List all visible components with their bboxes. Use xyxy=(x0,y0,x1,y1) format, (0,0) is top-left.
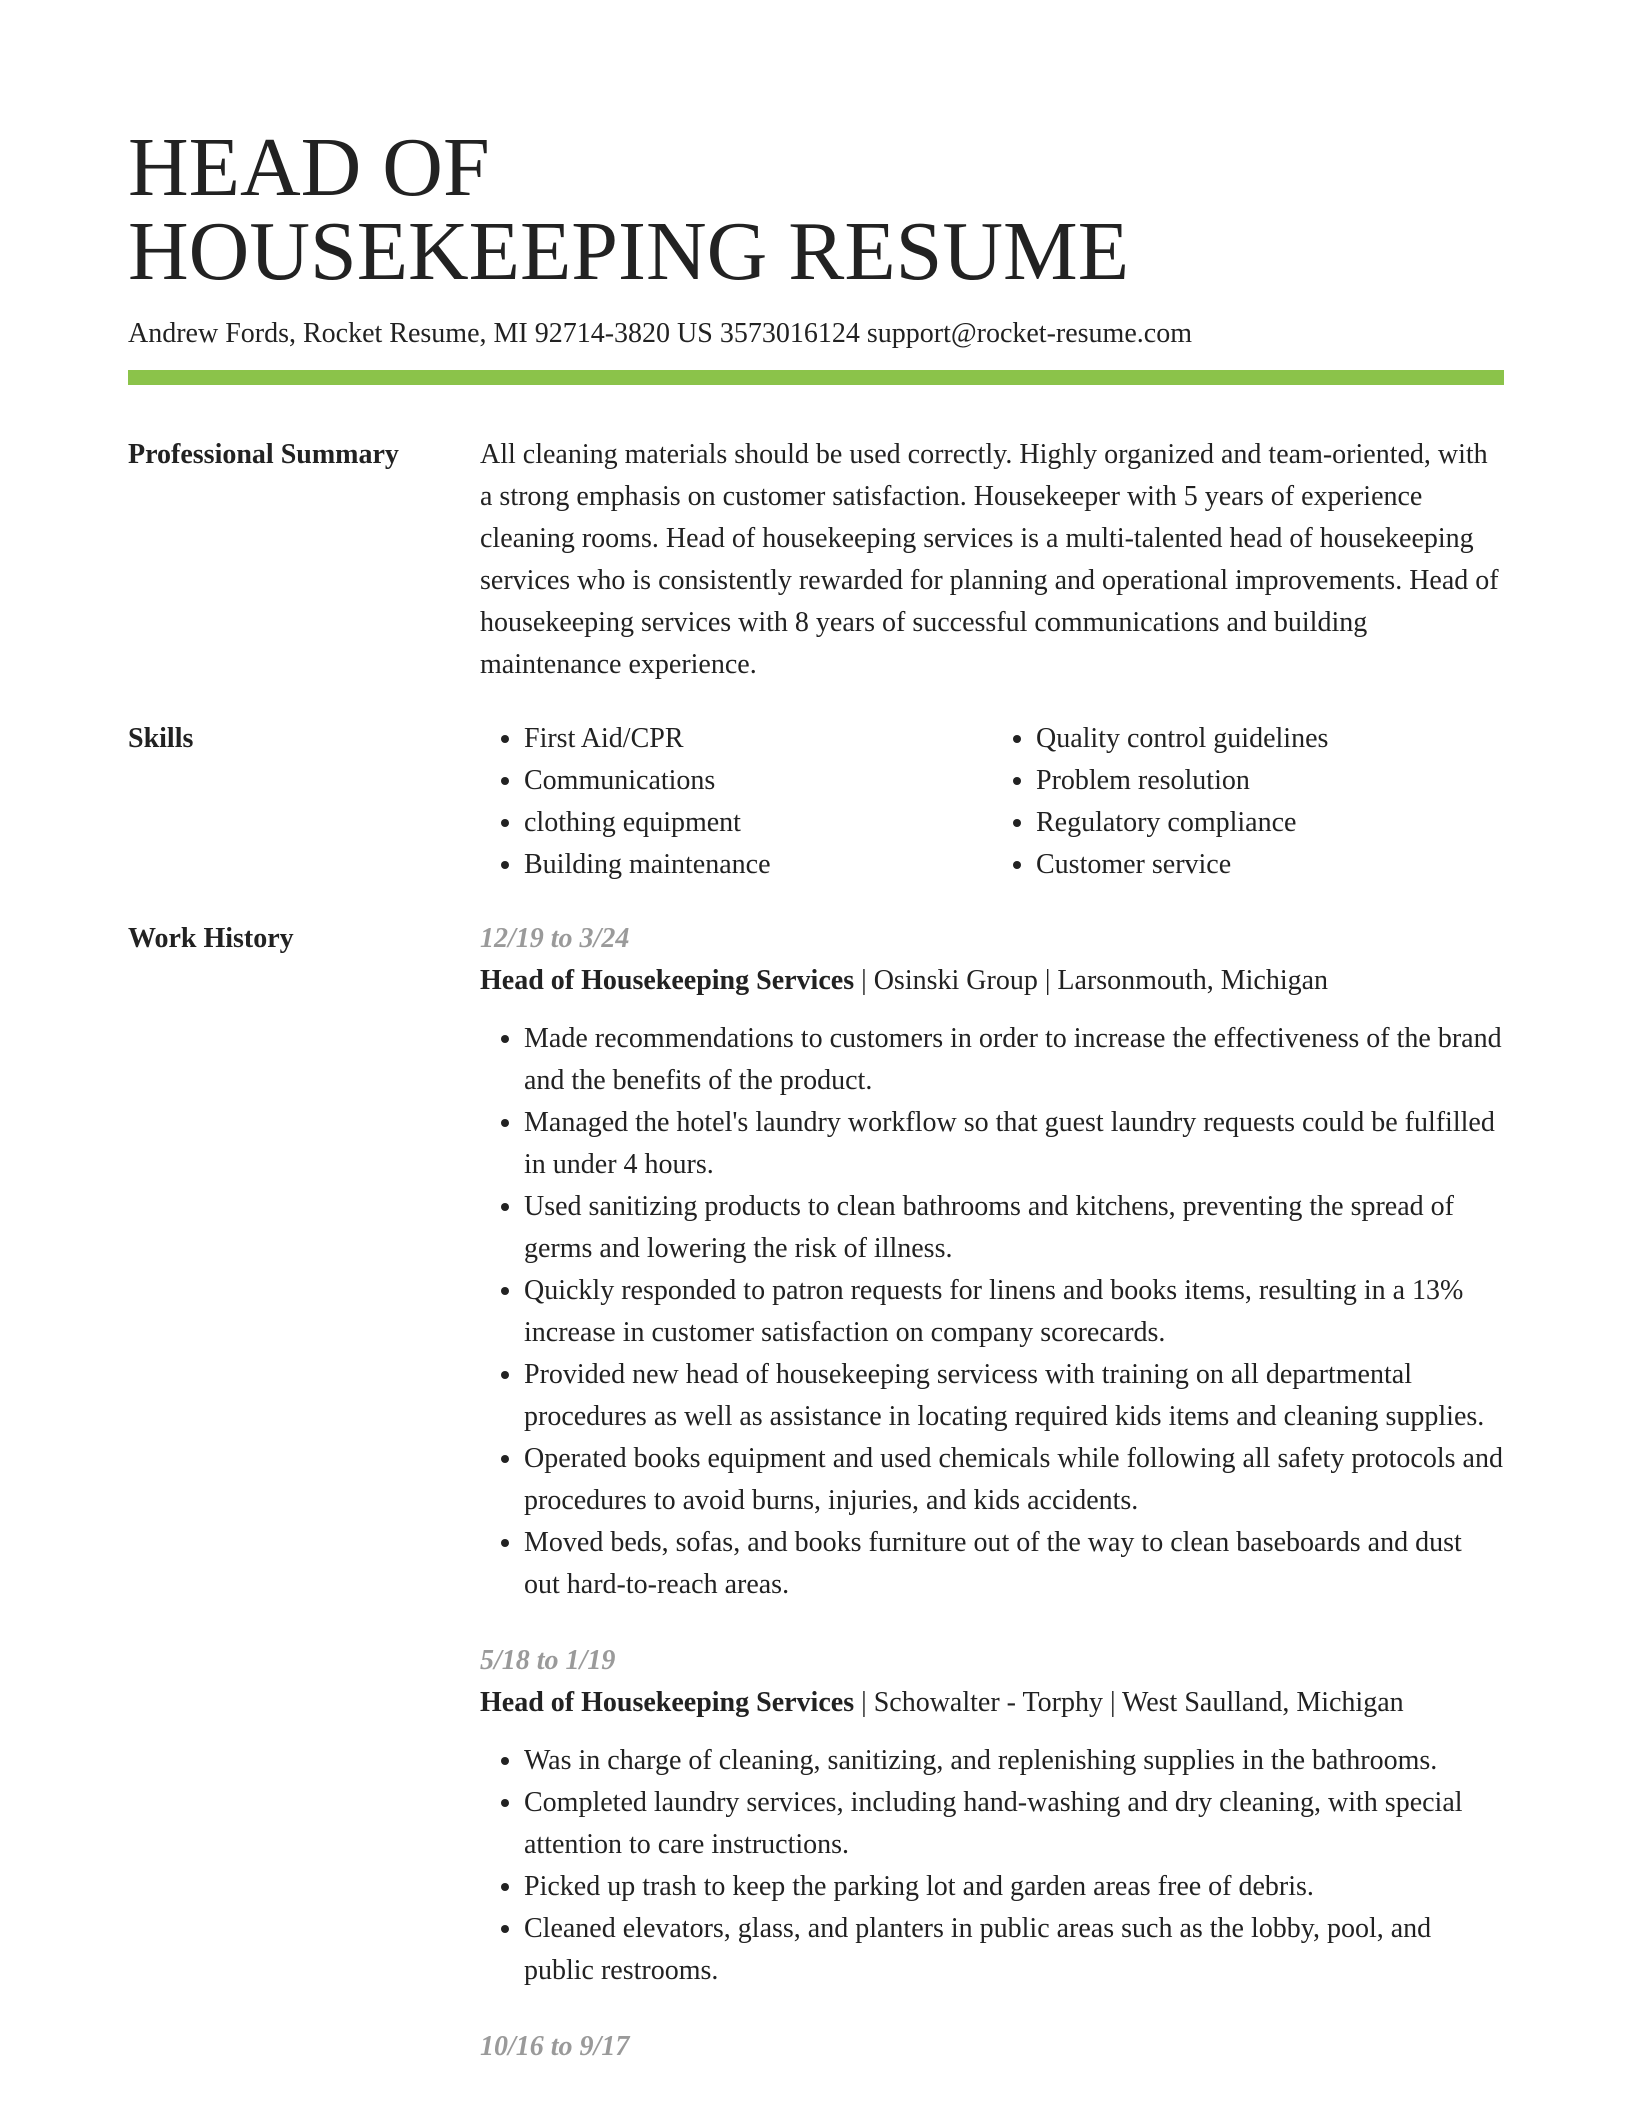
job-dates: 12/19 to 3/24 xyxy=(480,923,630,954)
skills-columns xyxy=(480,718,1504,886)
job-bullet: • Cleaned elevators, glass, and planters in public areas such as the lobby, pool, and public restrooms. xyxy=(524,1908,1504,1992)
job-bullet: • Made recommendations to customers in order to increase the effectiveness of the brand and the benefits of the product. xyxy=(524,1018,1504,1102)
job-dates: 5/18 to 1/19 xyxy=(480,1645,616,1676)
skill-item: • Quality control guidelines xyxy=(1036,718,1504,760)
job-entry-1 xyxy=(480,918,1504,1606)
job-title: Head of Housekeeping Services xyxy=(480,965,855,996)
job-bullet: • Moved beds, sofas, and books furniture out of the way to clean baseboards and dust out hard-to-reach areas. xyxy=(524,1522,1504,1606)
resume-page xyxy=(128,0,1504,2102)
job-heading xyxy=(480,960,1504,1002)
job-bullet: • Picked up trash to keep the parking lot and garden areas free of debris. xyxy=(524,1866,1504,1908)
job-bullet: • Operated books equipment and used chemicals while following all safety protocols and procedures to avoid burns, injuries, and kids accidents. xyxy=(524,1438,1504,1522)
job-details: | Schowalter - Torphy | West Saulland, Michigan xyxy=(854,1687,1404,1718)
header-divider xyxy=(128,370,1504,385)
section-label-work: Work History xyxy=(128,923,294,954)
skill-item: • clothing equipment xyxy=(524,802,992,844)
skills-body xyxy=(480,718,1504,886)
job-bullet: • Used sanitizing products to clean bathrooms and kitchens, preventing the spread of germs and lowering the risk of illness. xyxy=(524,1186,1504,1270)
job-bullet: • Quickly responded to patron requests for linens and books items, resulting in a 13% increase in customer satisfaction on company scorecards. xyxy=(524,1270,1504,1354)
job-heading xyxy=(480,1682,1504,1724)
skill-item: • Regulatory compliance xyxy=(1036,802,1504,844)
summary-text: All cleaning materials should be used correctly. Highly organized and team-oriented, with a strong emphasis on customer satisfaction. Housekeeper with 5 years of experience cleaning rooms. Head of housekeeping services is a multi-talented head of housekeeping services who is consistently rewarded for planning and operational improvements. Head of housekeeping services with 8 years of successful communications and building maintenance experience. xyxy=(480,439,1499,680)
resume-title xyxy=(128,0,1504,298)
skills-column-2 xyxy=(992,718,1504,886)
job-bullets xyxy=(480,1018,1504,1606)
job-bullet: • Provided new head of housekeeping servicess with training on all departmental procedures as well as assistance in locating required kids items and cleaning supplies. xyxy=(524,1354,1504,1438)
title-line-2: HOUSEKEEPING RESUME xyxy=(128,205,1130,298)
work-body xyxy=(480,918,1504,2102)
skill-item: • Building maintenance xyxy=(524,844,992,886)
job-entry-3 xyxy=(480,2026,1504,2068)
section-label-skills: Skills xyxy=(128,723,194,754)
job-bullet: • Managed the hotel's laundry workflow so that guest laundry requests could be fulfilled in under 4 hours. xyxy=(524,1102,1504,1186)
job-dates: 10/16 to 9/17 xyxy=(480,2031,630,2062)
job-bullet: • Completed laundry services, including hand-washing and dry cleaning, with special attention to care instructions. xyxy=(524,1782,1504,1866)
skill-item: • Customer service xyxy=(1036,844,1504,886)
skill-item: • Communications xyxy=(524,760,992,802)
section-professional-summary xyxy=(128,434,1504,686)
summary-body xyxy=(480,434,1504,686)
skills-column-1 xyxy=(480,718,992,886)
section-label-summary: Professional Summary xyxy=(128,439,399,470)
section-skills xyxy=(128,718,1504,886)
title-line-1: HEAD OF xyxy=(128,121,490,214)
job-bullets xyxy=(480,1740,1504,1992)
job-entry-2 xyxy=(480,1640,1504,1992)
section-work-history xyxy=(128,918,1504,2102)
job-details: | Osinski Group | Larsonmouth, Michigan xyxy=(854,965,1329,996)
job-bullet: • Was in charge of cleaning, sanitizing, and replenishing supplies in the bathrooms. xyxy=(524,1740,1504,1782)
skill-item: • Problem resolution xyxy=(1036,760,1504,802)
job-title: Head of Housekeeping Services xyxy=(480,1687,855,1718)
skill-item: • First Aid/CPR xyxy=(524,718,992,760)
contact-info: Andrew Fords, Rocket Resume, MI 92714-3820 US 3573016124 support@rocket-resume.com xyxy=(128,318,1192,349)
